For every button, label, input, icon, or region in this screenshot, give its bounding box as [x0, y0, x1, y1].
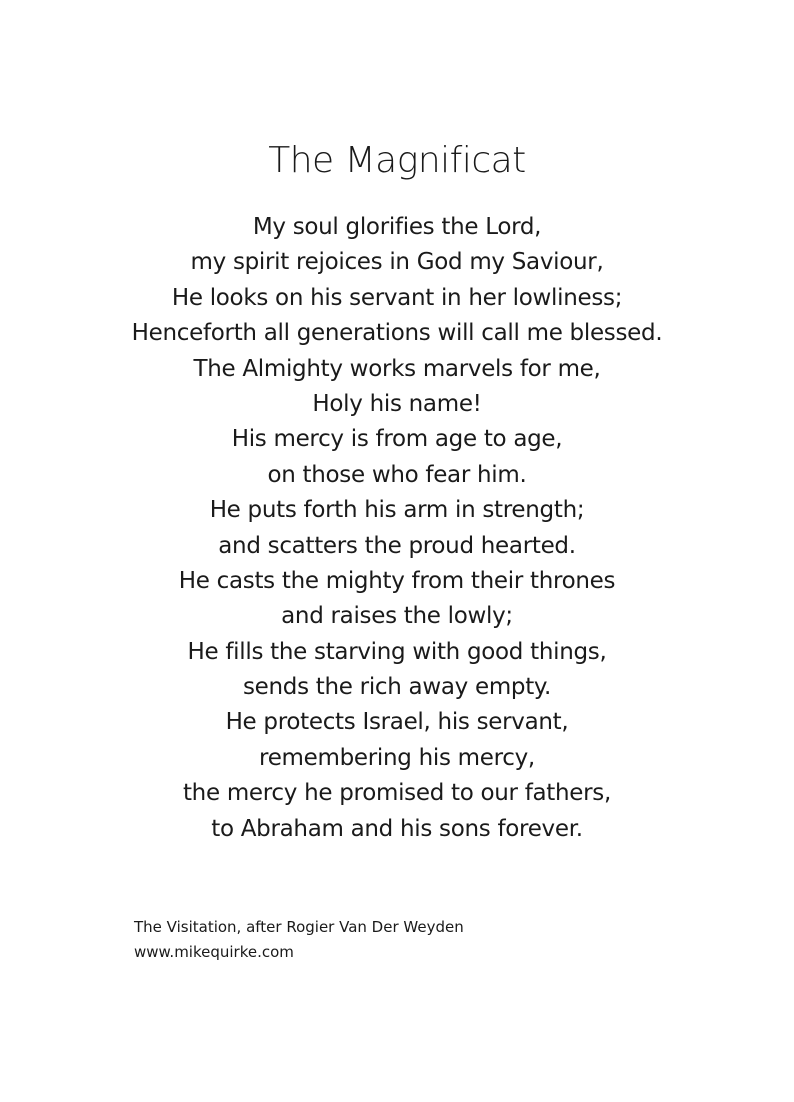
poem-line: the mercy he promised to our fathers,: [182, 780, 612, 807]
poem-line: His mercy is from age to age,: [231, 426, 563, 453]
poem-line: sends the rich away empty.: [243, 674, 551, 701]
poem-line: to Abraham and his sons forever.: [211, 815, 583, 842]
website-text: www.mikequirke.com: [134, 943, 294, 961]
poem-line: He looks on his servant in her lowliness;: [171, 284, 623, 311]
poem-line: and raises the lowly;: [281, 603, 513, 630]
poem-line: my spirit rejoices in God my Saviour,: [190, 249, 604, 276]
poem-line: on those who fear him.: [267, 461, 527, 488]
poem-line: He casts the mighty from their thrones: [178, 567, 616, 594]
poem-line: He protects Israel, his servant,: [225, 709, 569, 736]
credits-block: [134, 915, 464, 965]
poem-line: My soul glorifies the Lord,: [252, 214, 542, 240]
poem-line: remembering his mercy,: [259, 744, 535, 771]
poem-line: He fills the starving with good things,: [187, 638, 607, 665]
poem-line: and scatters the proud hearted.: [218, 532, 576, 559]
page-title: The Magnificat: [268, 140, 526, 181]
poem-line: Holy his name!: [312, 390, 482, 417]
poem-line: He puts forth his arm in strength;: [209, 497, 585, 524]
poem-body: [0, 210, 794, 847]
poem-line: The Almighty works marvels for me,: [193, 355, 601, 382]
artwork-credit: The Visitation, after Rogier Van Der Weyden: [134, 918, 464, 936]
poem-line: Henceforth all generations will call me blessed.: [131, 320, 663, 347]
